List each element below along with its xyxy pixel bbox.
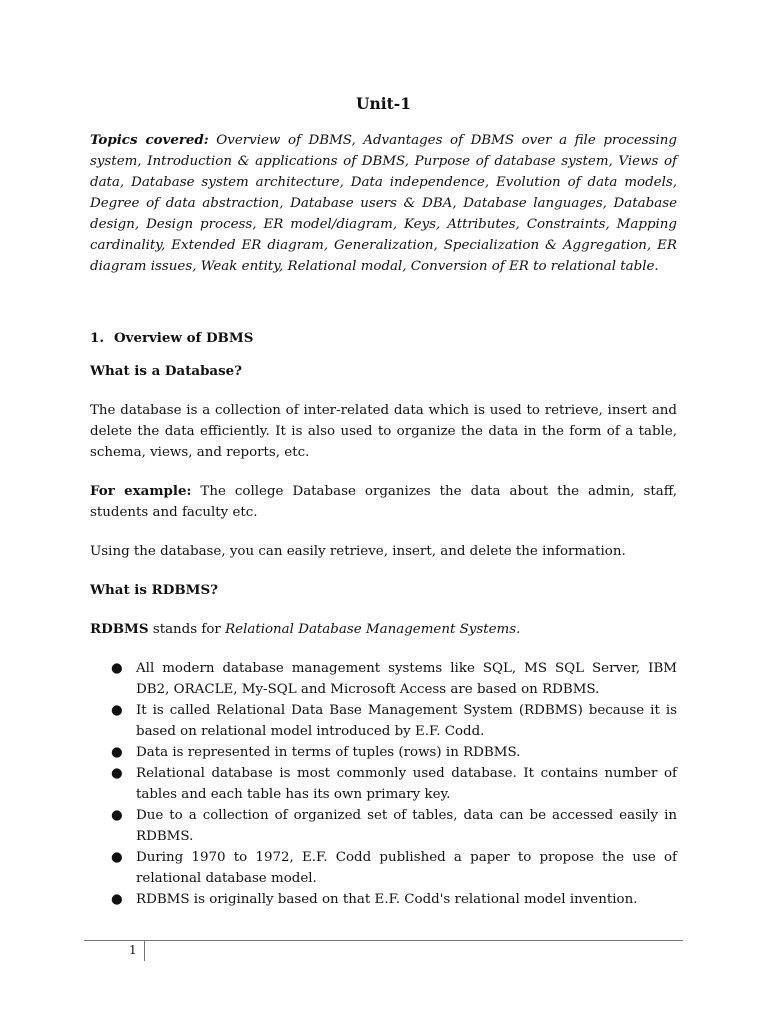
section-heading-overview	[90, 328, 677, 349]
list-item-text: Due to a collection of organized set of tables, data can be accessed easily in RDBMS.	[136, 808, 677, 844]
list-item-text: All modern database management systems like SQL, MS SQL Server, IBM DB2, ORACLE, My-SQL and Microsoft Access are based on RDBMS.	[136, 661, 677, 697]
subheading-what-is-database: What is a Database?	[90, 363, 243, 379]
list-item-text: During 1970 to 1972, E.F. Codd published a paper to propose the use of relational database model.	[136, 850, 677, 886]
footer-separator	[144, 941, 145, 961]
list-item	[90, 742, 677, 763]
page-title: Unit-1	[355, 94, 412, 113]
database-example	[90, 481, 677, 523]
bullet-dot-icon: ●	[111, 661, 123, 676]
database-usage: Using the database, you can easily retrieve, insert, and delete the information.	[90, 544, 626, 559]
list-item-text: It is called Relational Data Base Management System (RDBMS) because it is based on relational model introduced by E.F. Codd.	[136, 703, 677, 739]
list-item-text: Data is represented in terms of tuples (rows) in RDBMS.	[136, 745, 521, 760]
rdbms-definition	[90, 619, 677, 640]
bullet-dot-icon: ●	[111, 703, 123, 718]
list-item	[90, 658, 677, 700]
topics-covered-paragraph	[90, 130, 677, 277]
bullet-dot-icon: ●	[111, 808, 123, 823]
bullet-dot-icon: ●	[111, 745, 123, 760]
bullet-dot-icon: ●	[111, 766, 123, 781]
list-item-text: Relational database is most commonly used database. It contains number of tables and each table has its own primary key.	[136, 766, 677, 802]
topics-covered-label: Topics covered:	[90, 132, 209, 148]
rdbms-stands-for: stands for	[148, 622, 226, 637]
database-definition: The database is a collection of inter-related data which is used to retrieve, insert and delete the data efficiently. It is also used to organize the data in the form of a table, schema, views, and reports, etc.	[90, 403, 677, 460]
list-item	[90, 847, 677, 889]
section-number: 1.	[90, 330, 104, 346]
list-item-text: RDBMS is originally based on that E.F. Codd's relational model invention.	[136, 892, 638, 907]
bullet-dot-icon: ●	[111, 892, 123, 907]
list-item	[90, 700, 677, 742]
bullet-dot-icon: ●	[111, 850, 123, 865]
page-number: 1	[129, 943, 137, 957]
list-item	[90, 763, 677, 805]
rdbms-bullet-list	[90, 658, 677, 910]
footer-rule	[84, 940, 683, 941]
topics-covered-text: Overview of DBMS, Advantages of DBMS over a file processing system, Introduction & applications of DBMS, Purpose of database system, Views of data, Database system architecture, Data independence, Evolution of data models, Degree of data abstraction, Database users & DBA, Database languages, Database design, Design process, ER model/diagram, Keys, Attributes, Constraints, Mapping cardinality, Extended ER diagram, Generalization, Specialization & Aggregation, ER diagram issues, Weak entity, Relational modal, Conversion of ER to relational table.	[90, 133, 677, 274]
example-text: The college Database organizes the data about the admin, staff, students and faculty etc.	[90, 484, 678, 520]
example-label: For example:	[90, 483, 192, 499]
list-item	[90, 889, 677, 910]
subheading-what-is-rdbms: What is RDBMS?	[90, 582, 218, 598]
rdbms-term: RDBMS	[90, 621, 149, 637]
list-item	[90, 805, 677, 847]
rdbms-expansion: Relational Database Management Systems.	[225, 622, 521, 637]
page-content	[90, 92, 677, 910]
section-title: Overview of DBMS	[114, 330, 254, 346]
